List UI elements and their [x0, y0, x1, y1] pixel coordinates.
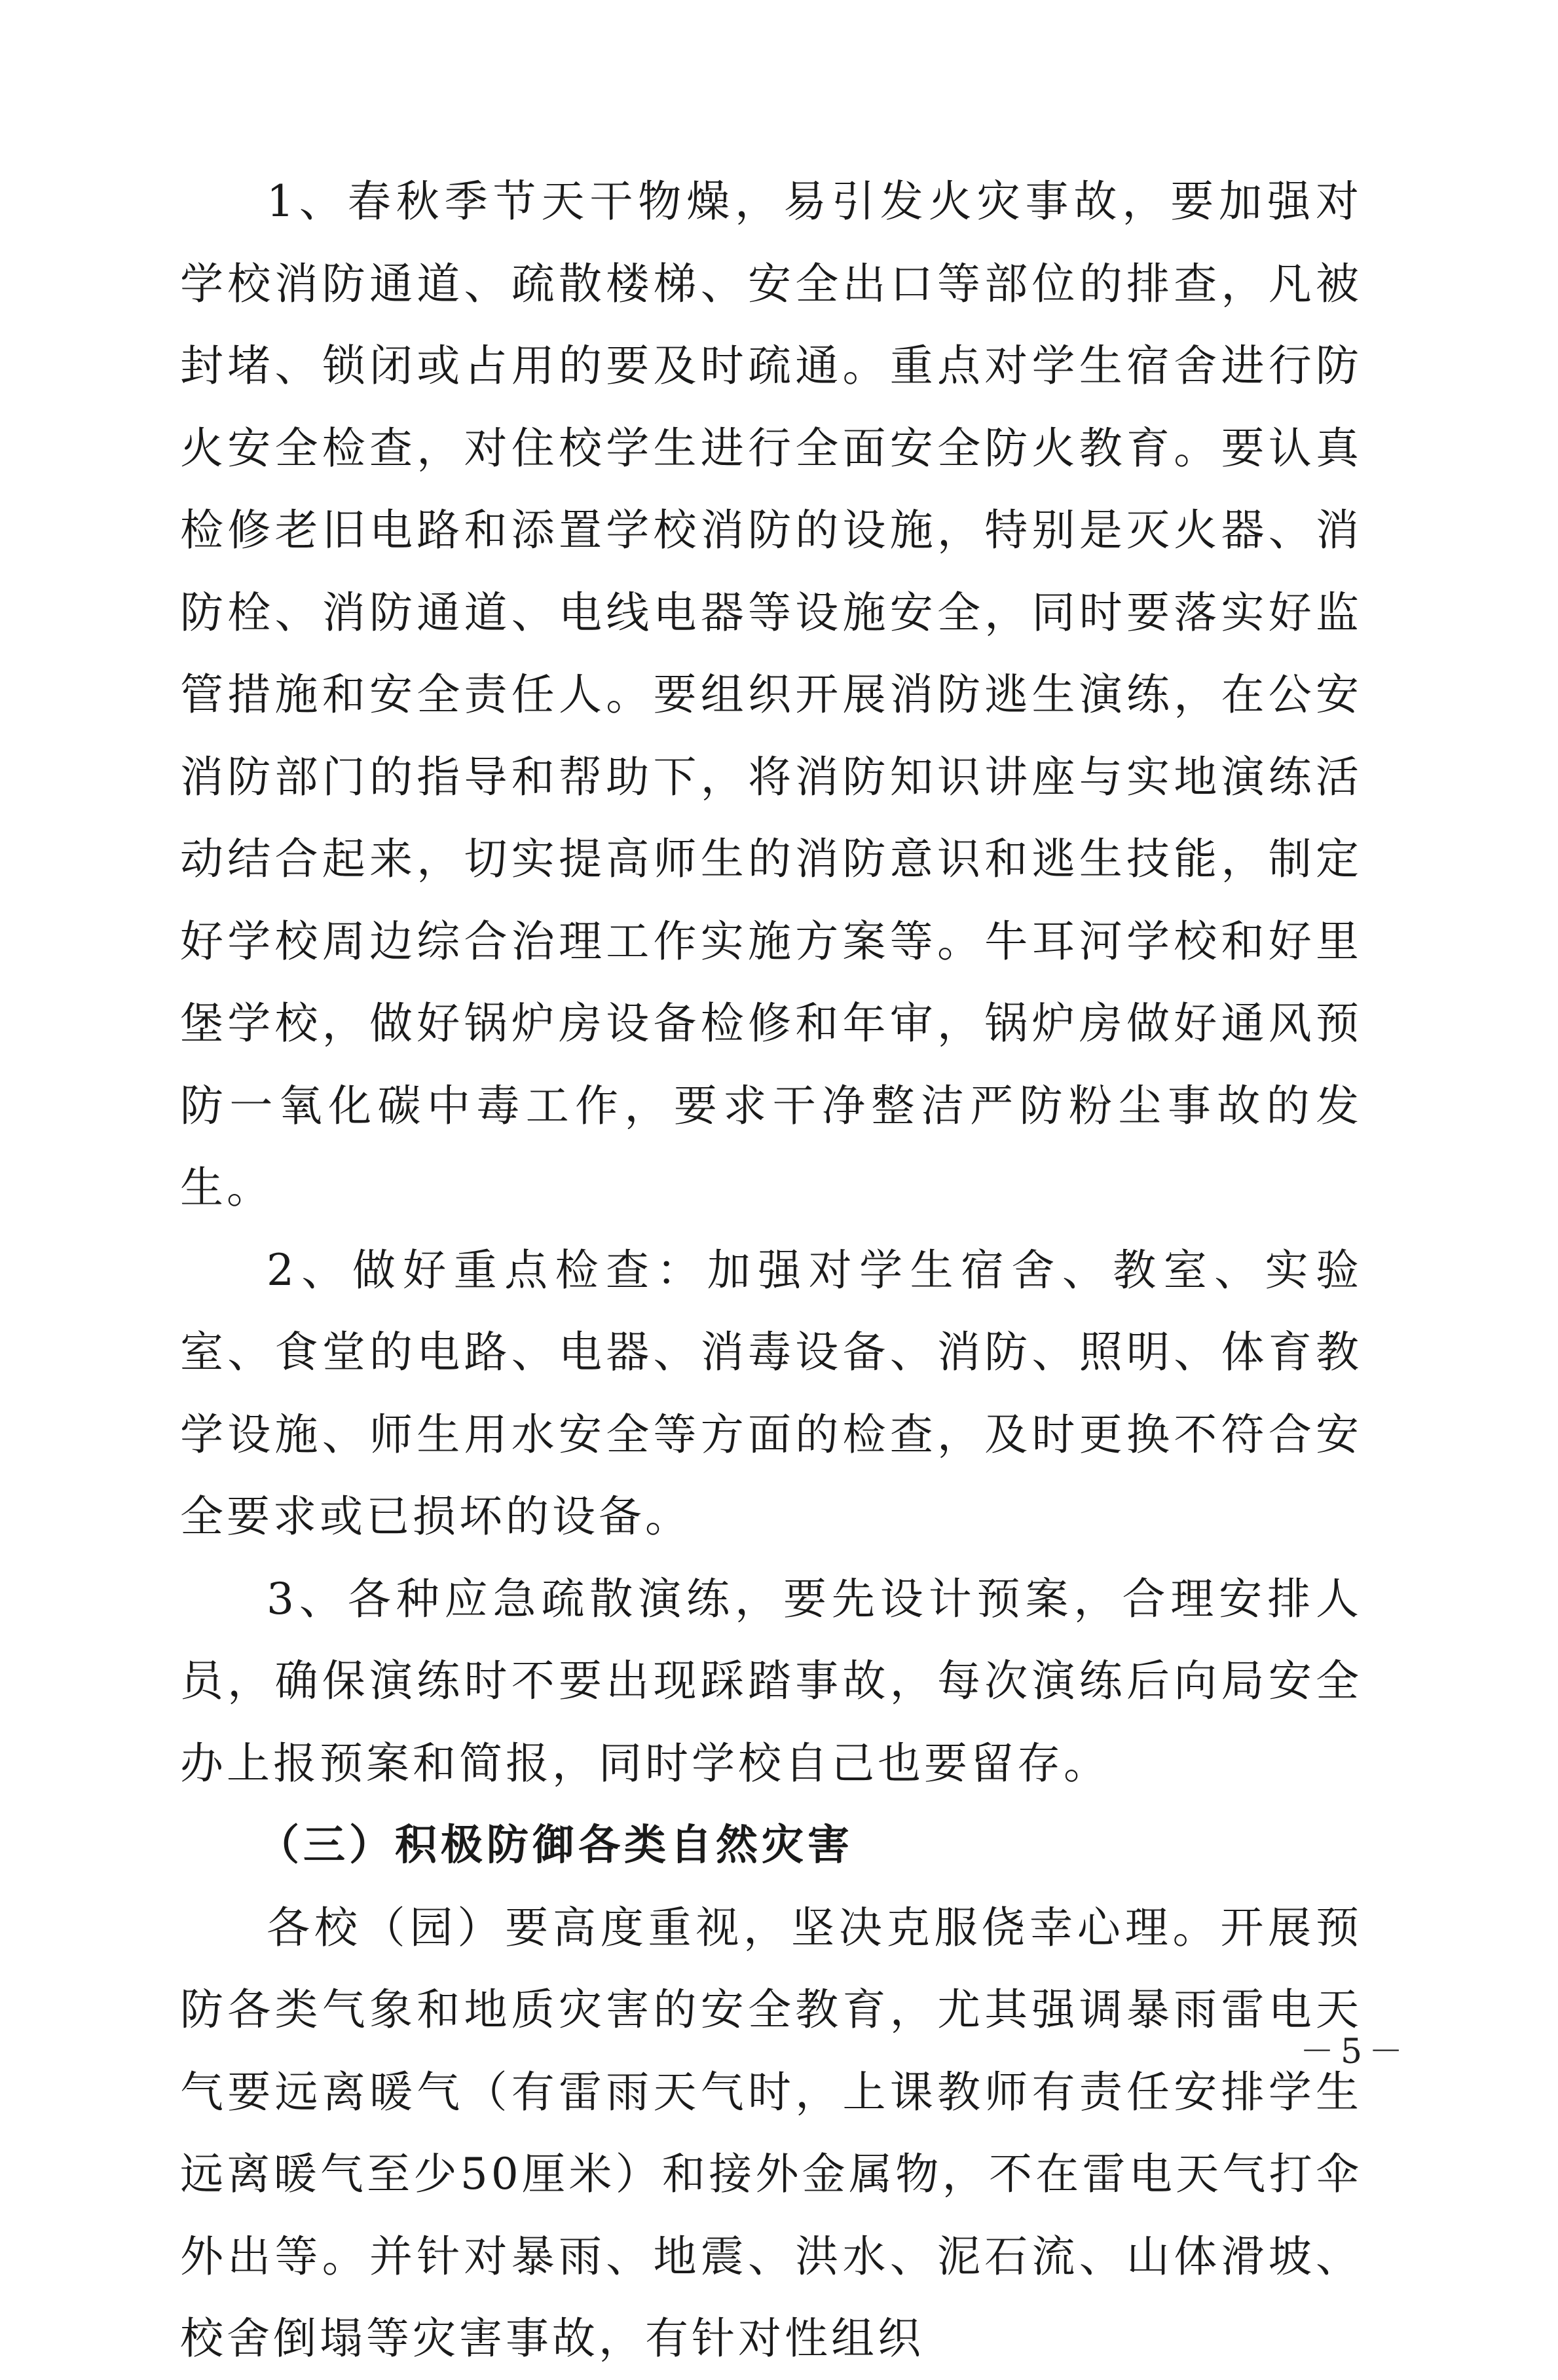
paragraph-natural-disaster: 各校（园）要高度重视，坚决克服侥幸心理。开展预防各类气象和地质灾害的安全教育，尤其强调暴雨雷电天气要远离暖气（有雷雨天气时，上课教师有责任安排学生远离暖气至少50厘米）和接外金属物，不在雷电天气打伞外出等。并针对暴雨、地震、洪水、泥石流、山体滑坡、校舍倒塌等灾害事故，有针对性组织: [180, 1902, 1362, 2364]
paragraph-evacuation-drill: 3、各种应急疏散演练，要先设计预案，合理安排人员，确保演练时不要出现踩踏事故，每次演练后向局安全办上报预案和简报，同时学校自己也要留存。: [180, 1573, 1362, 1789]
section-heading: （三）积极防御各类自然灾害: [257, 1821, 853, 1870]
paragraph-key-inspection: 2、做好重点检查：加强对学生宿舍、教室、实验室、食堂的电路、电器、消毒设备、消防、照明、体育教学设施、师生用水安全等方面的检查，及时更换不符合安全要求或已损坏的设备。: [180, 1244, 1362, 1542]
paragraph-fire-safety: 1、春秋季节天干物燥，易引发火灾事故，要加强对学校消防通道、疏散楼梯、安全出口等部位的排查，凡被封堵、锁闭或占用的要及时疏通。重点对学生宿舍进行防火安全检查，对住校学生进行全面安全防火教育。要认真检修老旧电路和添置学校消防的设施，特别是灭火器、消防栓、消防通道、电线电器等设施安全，同时要落实好监管措施和安全责任人。要组织开展消防逃生演练，在公安消防部门的指导和帮助下，将消防知识讲座与实地演练活动结合起来，切实提高师生的消防意识和逃生技能，制定好学校周边综合治理工作实施方案等。牛耳河学校和好里堡学校，做好锅炉房设备检修和年审，锅炉房做好通风预防一氧化碳中毒工作，要求干净整洁严防粉尘事故的发生。: [180, 176, 1362, 1213]
document-body: [180, 160, 1362, 2380]
page-number: －5－: [1300, 2032, 1410, 2072]
